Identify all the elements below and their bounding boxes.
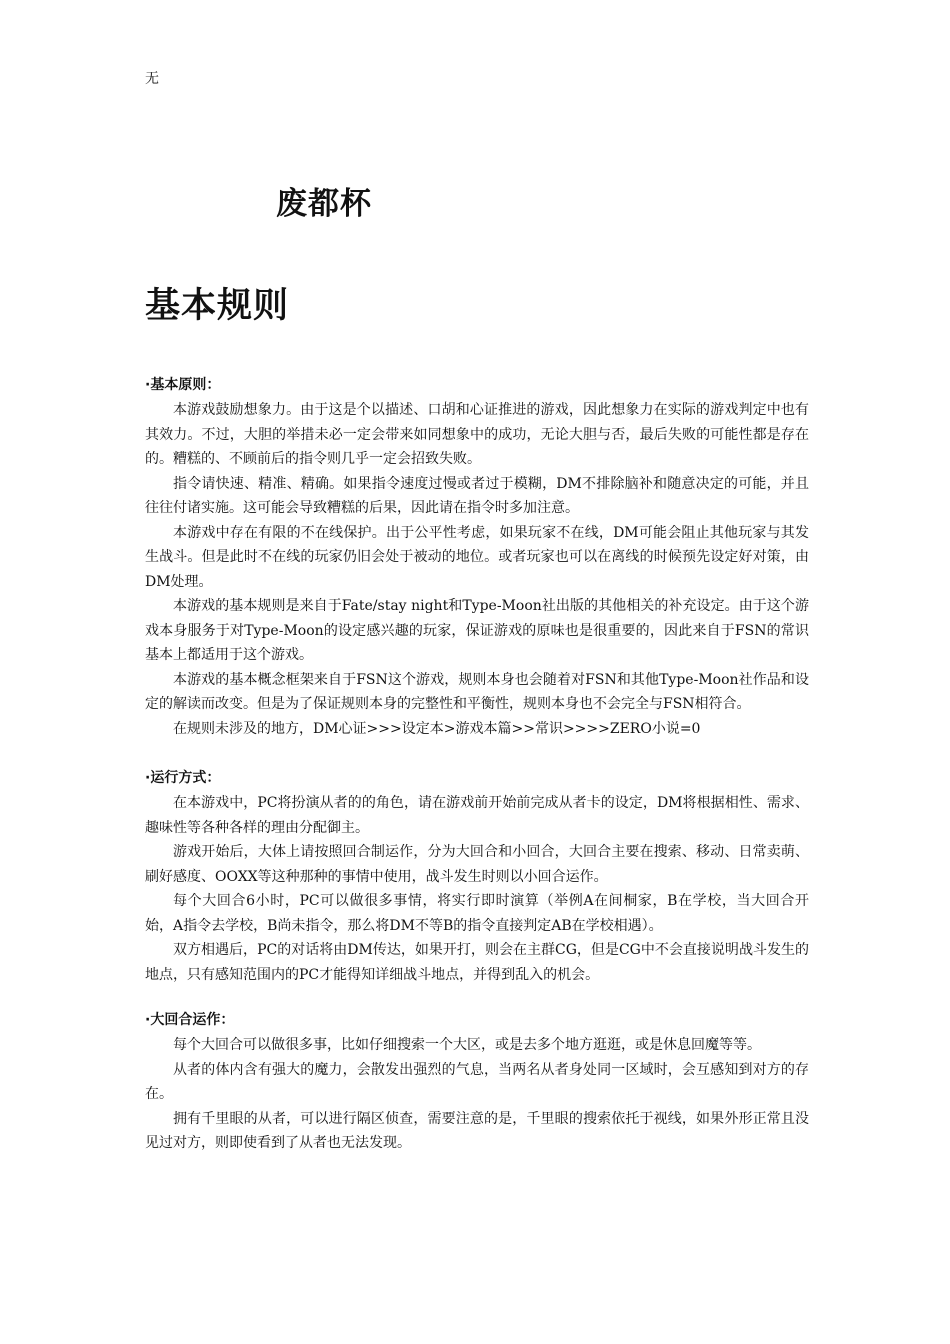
paragraph: 指令请快速、精准、精确。如果指令速度过慢或者过于模糊，DM不排除脑补和随意决定的可能，并且往往付诸实施。这可能会导致糟糕的后果，因此请在指令时多加注意。 bbox=[145, 475, 809, 516]
section-big-round bbox=[145, 1007, 809, 1156]
section-operation bbox=[145, 765, 809, 987]
paragraph: 本游戏中存在有限的不在线保护。出于公平性考虑，如果玩家不在线，DM可能会阻止其他玩家与其发生战斗。但是此时不在线的玩家仍旧会处于被动的地位。或者玩家也可以在离线的时候预先设定好对策，由DM处理。 bbox=[145, 524, 809, 590]
paragraph: 从者的体内含有强大的魔力，会散发出强烈的气息，当两名从者身处同一区域时，会互感知到对方的存在。 bbox=[145, 1061, 809, 1102]
document-body bbox=[145, 372, 809, 1176]
paragraph: 游戏开始后，大体上请按照回合制运作，分为大回合和小回合，大回合主要在搜索、移动、日常卖萌、刷好感度、OOXX等这种那种的事情中使用，战斗发生时则以小回合运作。 bbox=[145, 844, 809, 885]
document-subtitle: 基本规则 bbox=[145, 286, 290, 326]
paragraph: 本游戏鼓励想象力。由于这是个以描述、口胡和心证推进的游戏，因此想象力在实际的游戏判定中也有其效力。不过，大胆的举措未必一定会带来如同想象中的成功，无论大胆与否，最后失败的可能性都是存在的。糟糕的、不顾前后的指令则几乎一定会招致失败。 bbox=[145, 402, 809, 467]
paragraph: 每个大回合6小时，PC可以做很多事情，将实行即时演算（举例A在间桐家，B在学校，当大回合开始，A指令去学校，B尚未指令，那么将DM不等B的指令直接判定AB在学校相遇）。 bbox=[145, 893, 809, 934]
paragraph: 本游戏的基本概念框架来自于FSN这个游戏，规则本身也会随着对FSN和其他Type-Moon社作品和设定的解读而改变。但是为了保证规则本身的完整性和平衡性，规则本身也不会完全与FSN相符合。 bbox=[145, 671, 809, 712]
paragraph: 在本游戏中，PC将扮演从者的的角色，请在游戏前开始前完成从者卡的设定，DM将根据相性、需求、趣味性等各种各样的理由分配御主。 bbox=[145, 795, 809, 836]
paragraph: 拥有千里眼的从者，可以进行隔区侦查，需要注意的是，千里眼的搜索依托于视线，如果外形正常且没见过对方，则即使看到了从者也无法发现。 bbox=[145, 1110, 809, 1151]
header-corner-text: 无 bbox=[145, 71, 159, 87]
section-heading: ·大回合运作： bbox=[145, 1012, 235, 1028]
paragraph: 双方相遇后，PC的对话将由DM传达，如果开打，则会在主群CG，但是CG中不会直接说明战斗发生的地点，只有感知范围内的PC才能得知详细战斗地点，并得到乱入的机会。 bbox=[145, 942, 809, 983]
section-basic-principles bbox=[145, 372, 809, 741]
paragraph: 每个大回合可以做很多事，比如仔细搜索一个大区，或是去多个地方逛逛，或是休息回魔等等。 bbox=[173, 1037, 761, 1053]
paragraph: 在规则未涉及的地方，DM心证>>>设定本>游戏本篇>>常识>>>>ZERO小说=0 bbox=[173, 720, 701, 737]
document-title: 废都杯 bbox=[276, 186, 372, 222]
paragraph: 本游戏的基本规则是来自于Fate/stay night和Type-Moon社出版的其他相关的补充设定。由于这个游戏本身服务于对Type-Moon的设定感兴趣的玩家，保证游戏的原味也是很重要的，因此来自于FSN的常识基本上都适用于这个游戏。 bbox=[145, 598, 809, 663]
section-heading: ·运行方式： bbox=[145, 770, 221, 786]
section-heading: ·基本原则： bbox=[145, 377, 221, 393]
